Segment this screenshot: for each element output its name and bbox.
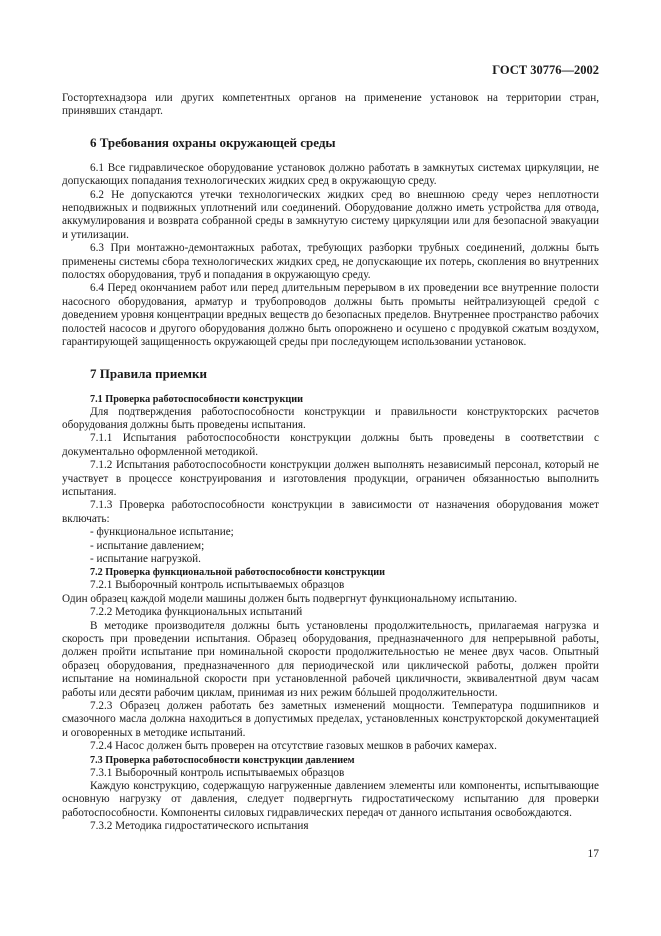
paragraph-6-2: 6.2 Не допускаются утечки технологических жидких сред во внешнюю среду через неплотности неподвижных и подвижных уплотнений или соединений. Оборудование должно иметь устройства для отвода, аккумулирования и возврата собранной среды в замкнутую систему циркуляции или для безопасной эвакуации и утилизации.: [62, 188, 599, 241]
page-content: [62, 92, 599, 834]
paragraph-7-2-2-body: В методике производителя должны быть установлены продолжительность, прилагаемая нагрузка и скорость при проведении испытания. Образец оборудования, предназначенного для непрерывной работы, должен пройти испытание при номинальной скорости продолжительностью не менее двух часов. Опытный образец оборудования, предназначенного для периодической или циклической работы, должен пройти испытание на номинальной скорости при установленной рабочей цикличности, эквивалентной двум часам работы или десяти рабочим циклам, принимая из них режим бóльшей продолжительности.: [62, 619, 599, 699]
intro-paragraph: Гостортехнадзора или других компетентных органов на применение установок на территории стран, принявших стандарт.: [62, 92, 599, 118]
paragraph-7-2-3: 7.2.3 Образец должен работать без заметных изменений мощности. Температура подшипников и смазочного масла должна находиться в допустимых пределах, установленных конструкторской документацией и оговоренных в методике испытаний.: [62, 700, 599, 739]
paragraph-6-4: 6.4 Перед окончанием работ или перед длительным перерывом в их проведении все внутренние полости насосного оборудования, арматур и трубопроводов должны быть промыты нейтрализующей средой с доведением уровня концентрации вредных веществ до безопасных пределов. Внутреннее пространство рабочих полостей насосов и другого оборудования должно быть опорожнено и осушено с продувкой сжатым воздухом, гарантирующей защищенность окружающей среды при последующем использовании установок.: [62, 282, 599, 349]
paragraph-7-3-1-body: Каждую конструкцию, содержащую нагруженные давлением элементы или компоненты, испытывающие основную нагрузку от давления, следует подвергнуть гидростатическому испытанию для проверки работоспособности. Компоненты силовых гидравлических передач от данного испытания освобождаются.: [62, 780, 599, 819]
subsection-7-1-title: 7.1 Проверка работоспособности конструкции: [90, 393, 303, 405]
list-item: - испытание нагрузкой.: [90, 552, 201, 565]
subsection-7-3-title: 7.3 Проверка работоспособности конструкции давлением: [90, 754, 355, 766]
list-item: - функциональное испытание;: [90, 526, 234, 539]
paragraph-6-3: 6.3 При монтажно-демонтажных работах, требующих разборки трубных соединений, должны быть применены системы сбора технологических жидких сред, не допускающие их потерь, скопления во внутренних полостях оборудования, труб и попадания в окружающую среду.: [62, 242, 599, 282]
section-7-title: 7 Правила приемки: [90, 365, 207, 381]
paragraph-7-3-2: 7.3.2 Методика гидростатического испытания: [90, 820, 309, 833]
standard-header: ГОСТ 30776—2002: [492, 63, 599, 77]
subsection-7-2-title: 7.2 Проверка функциональной работоспособности конструкции: [90, 567, 385, 579]
paragraph-7-3-1: 7.3.1 Выборочный контроль испытываемых образцов: [90, 766, 345, 779]
paragraph-7-2-1: 7.2.1 Выборочный контроль испытываемых образцов: [90, 579, 345, 592]
section-6-title: 6 Требования охраны окружающей среды: [90, 134, 336, 150]
paragraph-7-1-3: 7.1.3 Проверка работоспособности конструкции в зависимости от назначения оборудования может включать:: [62, 499, 599, 525]
paragraph-7-2-1-body: Один образец каждой модели машины должен быть подвергнут функциональному испытанию.: [62, 592, 518, 605]
paragraph-6-1: 6.1 Все гидравлическое оборудование установок должно работать в замкнутых системах циркуляции, не допускающих попадания технологических жидких сред в окружающую среду.: [62, 161, 599, 188]
paragraph-7-2-4: 7.2.4 Насос должен быть проверен на отсутствие газовых мешков в рабочих камерах.: [90, 740, 497, 753]
paragraph-7-1-2: 7.1.2 Испытания работоспособности конструкции должен выполнять независимый персонал, который не участвует в процессе конструирования и изготовления продукции, ограничен обязанностью выполнить испытания.: [62, 459, 599, 498]
paragraph-7-1: Для подтверждения работоспособности конструкции и правильности конструкторских расчетов оборудования должны быть проведены испытания.: [62, 405, 599, 431]
page-number: 17: [587, 848, 599, 860]
paragraph-7-1-1: 7.1.1 Испытания работоспособности конструкции должны быть проведены в соответствии с документально оформленной методикой.: [62, 432, 599, 458]
paragraph-7-2-2: 7.2.2 Методика функциональных испытаний: [90, 606, 303, 619]
list-item: - испытание давлением;: [90, 539, 205, 552]
